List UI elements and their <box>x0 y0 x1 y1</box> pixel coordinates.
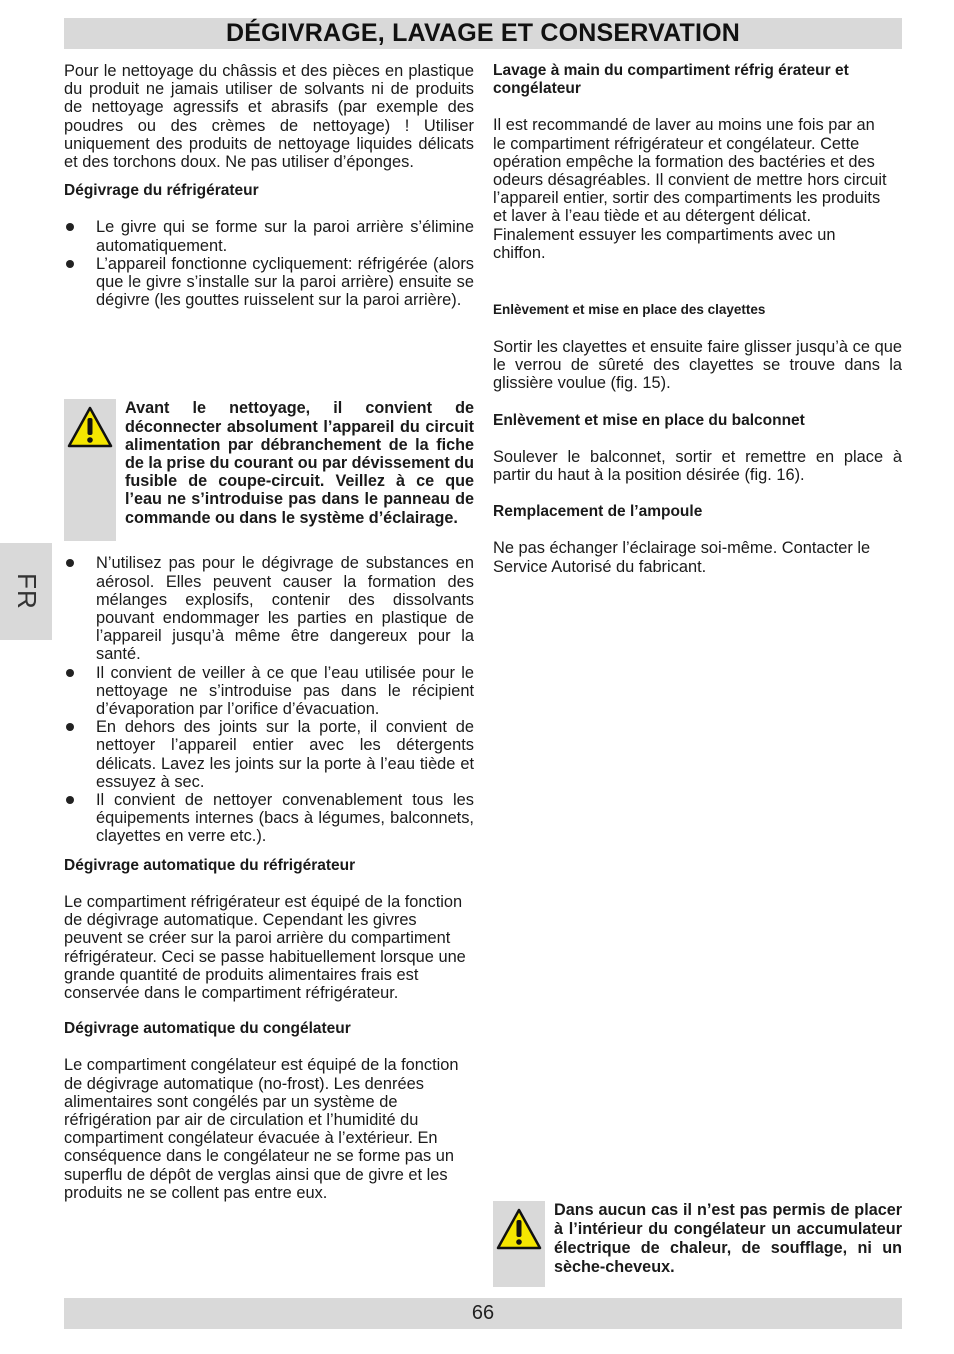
list-item: Il convient de veiller à ce que l’eau utilisée pour le nettoyage ne s’introduise pas dans le récipient d’évaporation par l’orifice d’évacuation. <box>64 664 474 719</box>
language-label: FR <box>11 573 42 610</box>
warning-box <box>64 399 474 541</box>
page-footer <box>64 1298 902 1329</box>
warning-text: Avant le nettoyage, il convient de déconnecter absolument l’appareil du circuit alimentation par débranchement de la fiche de la prise du courant ou par dévissement du fusible de coupe-circuit. Veillez à ce que l’eau ne s’introduise pas dans le panneau de commande ou dans le système d’éclairage. <box>125 399 475 527</box>
auto-fridge-heading: Dégivrage automatique du réfrigérateur <box>64 856 356 874</box>
warning-icon-box <box>493 1201 545 1287</box>
auto-freezer-heading: Dégivrage automatique du congélateur <box>64 1020 351 1038</box>
defrost-bullet-list <box>64 218 474 309</box>
auto-fridge-paragraph: Le compartiment réfrigérateur est équipé de la fonction de dégivrage automatique. Cependant les givres peuvent se créer sur la paroi arrière du compartiment réfrigérateur. Ceci se passe habituellement lorsque une grande quantité de produits alimentaires frais est conservée dans le compartiment réfrigérateur. <box>64 892 466 1002</box>
page-title: DÉGIVRAGE, LAVAGE ET CONSERVATION <box>225 19 741 47</box>
left-column <box>64 62 474 1202</box>
bulb-heading: Remplacement de l’ampoule <box>493 503 703 521</box>
shelves-heading: Enlèvement et mise en place des clayettes <box>493 302 766 318</box>
shelves-paragraph: Sortir les clayettes et ensuite faire glisser jusqu’à ce que le verrou de sûreté des clayettes se trouve dans la glissière voulue (fig. 15). <box>493 338 902 393</box>
list-item: En dehors des joints sur la porte, il convient de nettoyer l’appareil entier avec les détergents délicats. Lavez les joints sur la porte à l’eau tiède et essuyez à sec. <box>64 718 474 791</box>
warning-icon-box <box>64 399 116 541</box>
language-tab <box>0 543 52 640</box>
bulb-paragraph: Ne pas échanger l’éclairage soi-même. Contacter le Service Autorisé du fabricant. <box>493 539 871 576</box>
warning-icon <box>495 1207 543 1251</box>
list-item: Le givre qui se forme sur la paroi arrière s’élimine automatiquement. <box>64 218 474 254</box>
freezer-warning-box <box>493 1201 902 1287</box>
auto-freezer-paragraph: Le compartiment congélateur est équipé de la fonction de dégivrage automatique (no-frost). Les denrées alimentaires sont congélés par un système de réfrigération par air de circulation et l’humidité du compartiment congélateur évacuée à l’extérieur. En conséquence dans le congélateur ne se forme pas un superflu de dépôt de verglas ainsi que de givre et les produits ne se collent pas entre eux. <box>64 1056 459 1202</box>
balcony-heading: Enlèvement et mise en place du balconnet <box>493 411 805 429</box>
list-item: N’utilisez pas pour le dégivrage de substances en aérosol. Elles peuvent causer la formation des mélanges explosifs, contenir des dissolvants pouvant endommager les parties en plastique de l’appareil jusqu’à même être dangereux pour la santé. <box>64 554 474 663</box>
balcony-paragraph: Soulever le balconnet, sortir et remettre en place à partir du haut à la position désirée (fig. 16). <box>493 447 902 485</box>
title-bar <box>64 18 902 49</box>
page-number: 66 <box>471 1302 495 1324</box>
intro-paragraph: Pour le nettoyage du châssis et des pièces en plastique du produit ne jamais utiliser de solvants ni de produits de nettoyage agressifs et abrasifs (par exemple des poudres ou des crèmes de nettoyage) ! Utiliser uniquement des produits de nettoyage liquides délicats et des torchons doux. Ne pas utiliser d’éponges. <box>64 62 474 172</box>
list-item: Il convient de nettoyer convenablement tous les équipements internes (bacs à légumes, balconnets, clayettes en verre etc.). <box>64 791 474 846</box>
freezer-warning-text: Dans aucun cas il n’est pas permis de placer à l’intérieur du congélateur un accumulateur électrique de chaleur, de soufflage, ni un sèche-cheveux. <box>554 1201 902 1276</box>
right-column <box>493 62 902 576</box>
defrost-fridge-heading: Dégivrage du réfrigérateur <box>64 182 259 200</box>
cleaning-bullet-list <box>64 554 474 845</box>
warning-icon <box>66 405 114 449</box>
list-item: L’appareil fonctionne cycliquement: réfrigérée (alors que le givre s’installe sur la paroi arrière) ensuite se dégivre (les gouttes ruisselent sur la paroi arrière). <box>64 255 474 310</box>
hand-wash-paragraph: Il est recommandé de laver au moins une fois par an le compartiment réfrigérateur et congélateur. Cette opération empêche la formation des bactéries et des odeurs désagréables. Il convient de mettre hors circuit l’appareil entier, sortir des compartiments les produits et laver à l’eau tiède et au détergent délicat. Finalement essuyer les compartiments avec un chiffon. <box>493 116 887 262</box>
hand-wash-heading: Lavage à main du compartiment réfrig érateur et congélateur <box>493 62 849 98</box>
